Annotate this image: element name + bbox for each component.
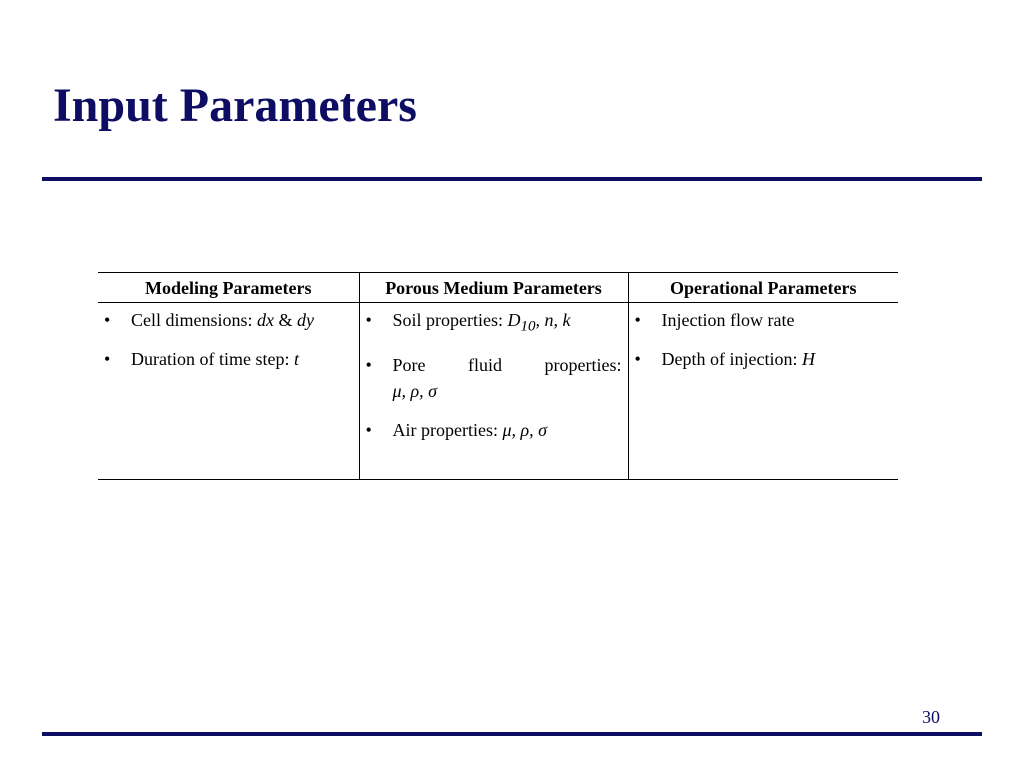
pore-fluid-symbols: μ, ρ, σ xyxy=(392,380,438,401)
list-item-cell-dimensions xyxy=(104,307,353,333)
var-dy: dy xyxy=(297,310,315,331)
modeling-parameters-cell xyxy=(98,303,359,480)
list-item-soil-properties xyxy=(366,307,622,338)
operational-parameters-cell xyxy=(628,303,898,480)
bullet-icon: • xyxy=(365,419,372,440)
title-underline xyxy=(42,177,982,181)
list-item-time-step xyxy=(104,346,353,372)
header-porous-medium-parameters: Porous Medium Parameters xyxy=(359,273,628,303)
list-item-depth-of-injection xyxy=(635,346,893,372)
bullet-icon: • xyxy=(365,310,372,331)
var-h: H xyxy=(801,349,815,370)
list-item-air-properties xyxy=(366,417,622,443)
var-t: t xyxy=(293,349,299,370)
bullet-icon: • xyxy=(634,310,641,331)
cell-dimensions-label: Cell dimensions: xyxy=(131,310,257,331)
bullet-icon: • xyxy=(104,349,111,370)
list-item-pore-fluid-properties xyxy=(366,352,622,404)
porous-medium-parameters-list xyxy=(366,307,622,443)
time-step-label: Duration of time step: xyxy=(131,349,294,370)
table-row xyxy=(98,303,898,480)
var-dx: dx xyxy=(257,310,274,331)
operational-parameters-list xyxy=(635,307,893,372)
slide-title: Input Parameters xyxy=(53,79,417,132)
footer-rule xyxy=(42,732,982,736)
pore-fluid-properties-label: Pore fluid properties: xyxy=(392,354,622,375)
list-item-injection-flow-rate xyxy=(635,307,893,333)
header-modeling-parameters: Modeling Parameters xyxy=(98,273,359,303)
vars-n-k: , n, k xyxy=(535,310,571,331)
ampersand: & xyxy=(274,310,298,331)
page-number: 30 xyxy=(922,707,940,727)
porous-medium-parameters-cell xyxy=(359,303,628,480)
depth-of-injection-label: Depth of injection: xyxy=(661,349,802,370)
soil-properties-label: Soil properties: xyxy=(392,310,508,331)
bullet-icon: • xyxy=(634,349,641,370)
subscript-10: 10 xyxy=(520,318,536,335)
air-properties-label: Air properties: xyxy=(392,419,503,440)
table-header-row xyxy=(98,273,898,303)
air-symbols: μ, ρ, σ xyxy=(502,419,548,440)
injection-flow-rate-label: Injection flow rate xyxy=(661,310,795,331)
header-operational-parameters: Operational Parameters xyxy=(628,273,898,303)
bullet-icon: • xyxy=(104,310,111,331)
bullet-icon: • xyxy=(365,354,372,375)
var-d: D xyxy=(507,310,521,331)
parameters-table xyxy=(98,272,898,480)
modeling-parameters-list xyxy=(104,307,353,372)
